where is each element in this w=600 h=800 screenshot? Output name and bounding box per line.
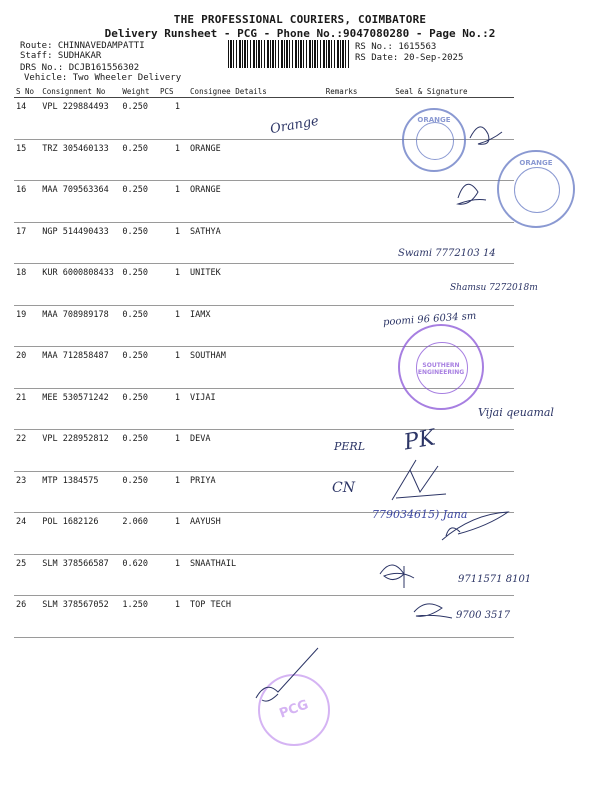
seal-signature [373,181,514,223]
col-consignment: Consignment No [40,86,120,98]
sno: 14 [14,98,40,140]
handwritten-row14-name: Orange [269,113,320,138]
weight: 0.250 [120,305,158,347]
consignee: IAMX [184,305,324,347]
col-consignee: Consignee Details [184,86,324,98]
consignment-no: MTP 1384575 [40,471,120,513]
consignee: PRIYA [184,471,324,513]
consignment-no: MAA 712858487 [40,347,120,389]
handwritten-row23-remark: CN [332,480,355,496]
remarks [324,222,373,264]
weight: 0.250 [120,388,158,430]
remarks [324,554,373,596]
remarks [324,513,373,555]
document-subtitle: Delivery Runsheet - PCG - Phone No.:9047080280 - Page No.:2 [104,27,496,40]
handwritten-row25-signature: 9711571 8101 [458,574,532,585]
staff: Staff: SUDHAKAR [20,51,102,61]
consignment-no: MAA 709563364 [40,181,120,223]
consignee: ORANGE [184,139,324,181]
consignment-no: KUR 6000808433 [40,264,120,306]
consignee: ORANGE [184,181,324,223]
pcg-stamp [258,674,330,746]
handwritten-row21-signature: Vijai qeuamal [478,406,554,419]
pcs: 1 [158,388,184,430]
sno: 25 [14,554,40,596]
pcs: 1 [158,430,184,472]
sno: 19 [14,305,40,347]
pcs: 1 [158,471,184,513]
consignment-no: MAA 708989178 [40,305,120,347]
col-weight: Weight [120,86,158,98]
consignee: SATHYA [184,222,324,264]
handwritten-row24-signature: 779034615) Jana [372,508,468,521]
table-row [14,596,514,638]
pcs: 1 [158,305,184,347]
sno: 18 [14,264,40,306]
col-sno: S No [14,86,40,98]
handwritten-row18-signature: Shamsu 7272018m [450,283,538,293]
sno: 26 [14,596,40,638]
pcg-stamp-text: PCG [277,697,311,722]
consignment-no: SLM 378566587 [40,554,120,596]
remarks [324,305,373,347]
orange-stamp [402,108,466,172]
pcs: 1 [158,347,184,389]
handwritten-row22-signature: PK [402,425,438,456]
remarks [324,181,373,223]
drs-number: DRS No.: DCJB161556302 [20,63,140,73]
pcs: 1 [158,554,184,596]
consignee: TOP TECH [184,596,324,638]
pcs: 1 [158,98,184,140]
vehicle: Vehicle: Two Wheeler Delivery [24,73,182,83]
sno: 21 [14,388,40,430]
col-remarks: Remarks [324,86,373,98]
southern-stamp-text: SOUTHERN ENGINEERING [417,362,465,376]
weight: 0.250 [120,347,158,389]
consignment-no: TRZ 305460133 [40,139,120,181]
consignment-no: VPL 229884493 [40,98,120,140]
remarks [324,596,373,638]
weight: 0.250 [120,264,158,306]
weight: 0.250 [120,98,158,140]
consignee: UNITEK [184,264,324,306]
consignment-no: POL 1682126 [40,513,120,555]
seal-signature [373,471,514,513]
remarks [324,139,373,181]
handwritten-row22-remark: PERL [334,440,366,453]
southern-engineering-stamp [398,324,484,410]
weight: 0.620 [120,554,158,596]
sno: 17 [14,222,40,264]
sno: 20 [14,347,40,389]
remarks [324,388,373,430]
table-row [14,430,514,472]
weight: 0.250 [120,430,158,472]
pcs: 1 [158,513,184,555]
weight: 1.250 [120,596,158,638]
weight: 0.250 [120,139,158,181]
orange-stamp-2-text: ORANGE [519,159,553,167]
table-row [14,264,514,306]
rs-date: RS Date: 20-Sep-2025 [355,53,464,63]
consignee: VIJAI [184,388,324,430]
consignment-no: SLM 378567052 [40,596,120,638]
table-row [14,181,514,223]
sno: 22 [14,430,40,472]
consignment-no: NGP 514490433 [40,222,120,264]
sno: 15 [14,139,40,181]
weight: 0.250 [120,222,158,264]
document-title: THE PROFESSIONAL COURIERS, COIMBATORE [173,13,427,26]
rs-number: RS No.: 1615563 [355,42,437,52]
orange-stamp-inner [416,122,454,160]
sno: 23 [14,471,40,513]
handwritten-row26-signature: 9700 3517 [456,610,511,621]
pcs: 1 [158,264,184,306]
col-seal-signature: Seal & Signature [373,86,514,98]
orange-stamp-text: ORANGE [417,116,451,124]
remarks [324,264,373,306]
col-pcs: PCS [158,86,184,98]
handwritten-row19-signature: poomi 96 6034 sm [382,310,477,329]
remarks [324,98,373,140]
consignee: DEVA [184,430,324,472]
consignee: AAYUSH [184,513,324,555]
barcode [228,40,350,68]
sno: 16 [14,181,40,223]
consignee: SNAATHAIL [184,554,324,596]
remarks [324,347,373,389]
seal-signature [373,430,514,472]
consignee: SOUTHAM [184,347,324,389]
sno: 24 [14,513,40,555]
orange-stamp-2 [497,150,575,228]
table-header-row [14,86,514,98]
table-row [14,471,514,513]
consignment-no: VPL 228952812 [40,430,120,472]
pcs: 1 [158,181,184,223]
table-row [14,554,514,596]
weight: 0.250 [120,471,158,513]
route: Route: CHINNAVEDAMPATTI [20,41,145,51]
consignment-no: MEE 530571242 [40,388,120,430]
orange-stamp-2-inner [514,167,560,213]
pcs: 1 [158,139,184,181]
weight: 2.060 [120,513,158,555]
pcs: 1 [158,222,184,264]
handwritten-row17-signature: Swami 7772103 14 [398,248,496,259]
weight: 0.250 [120,181,158,223]
pcs: 1 [158,596,184,638]
